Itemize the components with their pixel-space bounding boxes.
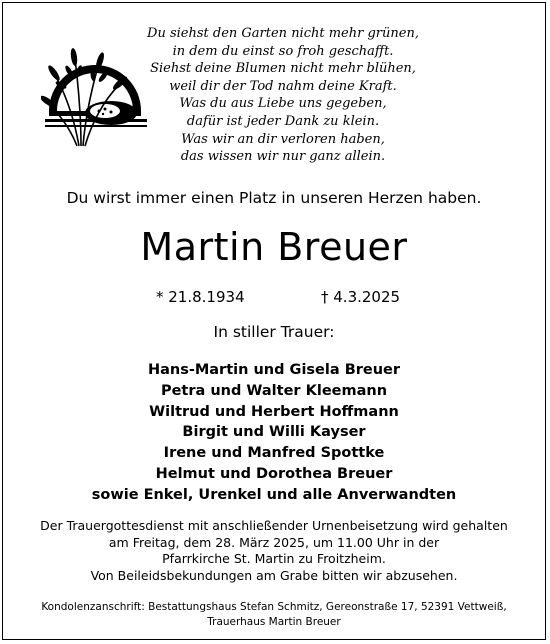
- mourning-heading: In stiller Trauer:: [213, 323, 335, 341]
- mourner-entry: Petra und Walter Kleemann: [160, 382, 388, 399]
- condolence-line: Trauerhaus Martin Breuer: [207, 616, 341, 628]
- poem: [103, 25, 463, 166]
- condolence-address: [3, 600, 545, 630]
- poem-line: Siehst deine Blumen nicht mehr blühen,: [150, 61, 416, 77]
- mourner-entry: Wiltrud und Herbert Hoffmann: [149, 403, 399, 420]
- mourner-entry: Birgit und Willi Kayser: [182, 424, 366, 441]
- mourner-entry: Hans-Martin und Gisela Breuer: [147, 362, 401, 378]
- mourner-entry: Helmut und Dorothea Breuer: [155, 465, 393, 482]
- birth-date: * 21.8.1934: [156, 288, 245, 306]
- poem-line: Was wir an dir verloren haben,: [181, 131, 385, 147]
- motto: Du wirst immer einen Platz in unseren Herzen haben.: [66, 189, 482, 207]
- poem-line: in dem du einst so froh geschafft.: [172, 43, 394, 59]
- notice-line: am Freitag, dem 28. März 2025, um 11.00 Uhr in der: [108, 534, 440, 550]
- notice-line: Der Trauergottesdienst mit anschließender Urnenbeisetzung wird gehalten: [40, 518, 508, 533]
- notice-line: Pfarrkirche St. Martin zu Froitzheim.: [162, 551, 386, 567]
- obituary-card: [2, 2, 546, 640]
- service-notice: [3, 518, 545, 584]
- mourner-entry: Irene und Manfred Spottke: [163, 445, 385, 462]
- condolence-line: Kondolenzanschrift: Bestattungshaus Stefan Schmitz, Gereonstraße 17, 52391 Vettweiß,: [41, 601, 507, 613]
- notice-line: Von Beileidsbekundungen am Grabe bitten wir abzusehen.: [90, 567, 458, 583]
- poem-line: weil dir der Tod nahm deine Kraft.: [169, 78, 397, 94]
- death-date: † 4.3.2025: [321, 288, 401, 306]
- poem-line: das wissen wir nur ganz allein.: [180, 149, 386, 165]
- mourners-list: [3, 360, 545, 506]
- poem-line: Was du aus Liebe uns gegeben,: [179, 96, 387, 112]
- poem-line: Du siehst den Garten nicht mehr grünen,: [147, 26, 419, 41]
- mourner-entry: sowie Enkel, Urenkel und alle Anverwandten: [91, 486, 457, 503]
- poem-line: dafür ist jeder Dank zu klein.: [186, 113, 380, 129]
- deceased-name: Martin Breuer: [140, 225, 408, 269]
